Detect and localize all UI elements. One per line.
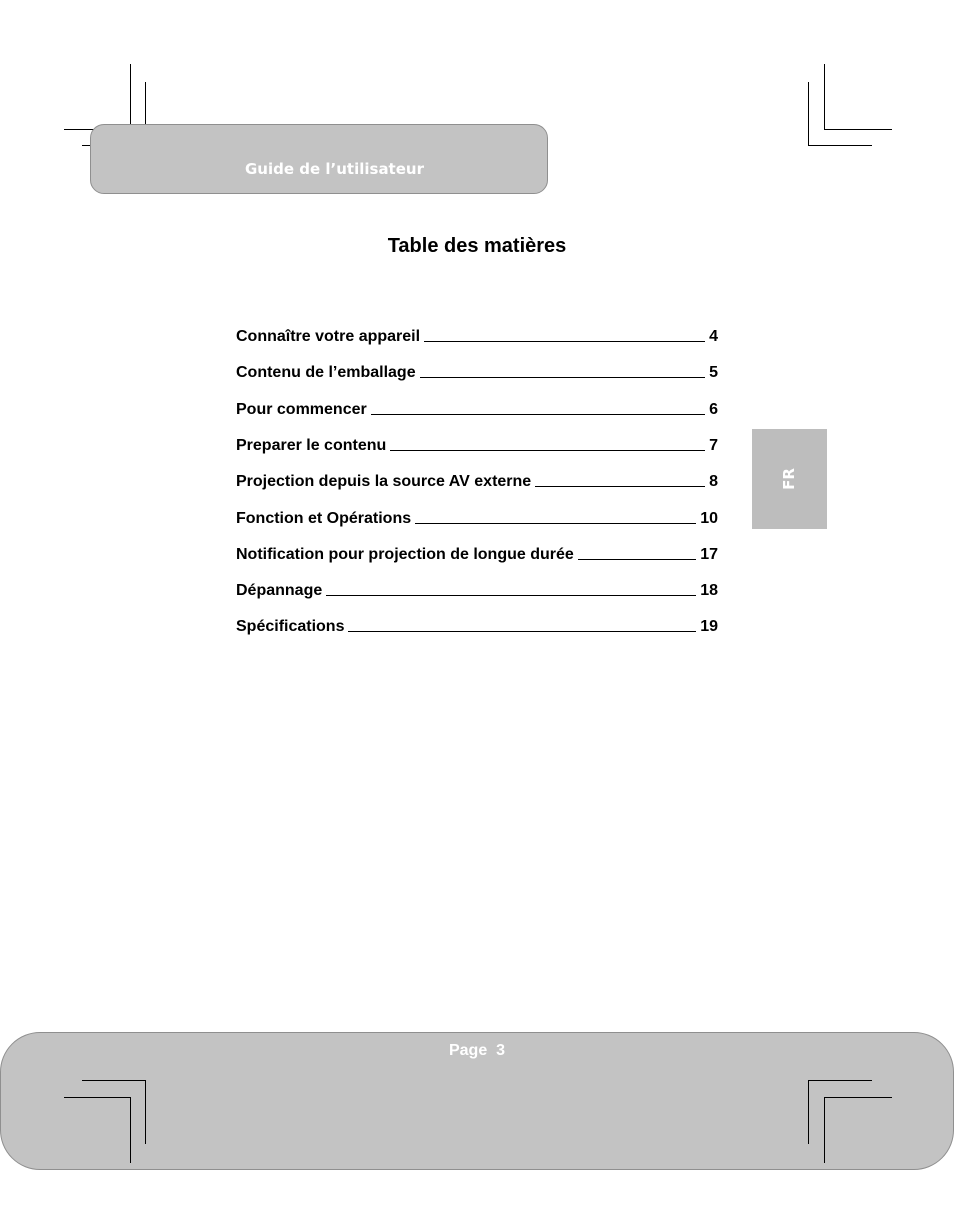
page-number: Page 3 <box>448 1042 506 1059</box>
toc-label: Fonction et Opérations <box>236 510 412 527</box>
language-tab <box>752 429 827 529</box>
toc-leader <box>390 450 705 451</box>
toc-leader <box>420 377 706 378</box>
toc-entry <box>236 395 718 419</box>
toc-label: Pour commencer <box>236 401 367 418</box>
toc-leader <box>578 559 696 560</box>
toc-entry <box>236 540 718 564</box>
toc-entry <box>236 431 718 455</box>
toc-label: Preparer le contenu <box>236 437 387 454</box>
crop-mark <box>824 1097 825 1163</box>
toc-entry <box>236 504 718 528</box>
crop-mark <box>824 129 892 130</box>
toc-leader <box>424 341 705 342</box>
toc-entry <box>236 358 718 382</box>
toc-page-number: 8 <box>709 473 718 490</box>
toc-page-number: 18 <box>700 582 718 599</box>
crop-mark <box>82 1080 146 1081</box>
crop-mark <box>808 82 809 146</box>
toc-page-number: 4 <box>709 328 718 345</box>
header-tab <box>90 124 548 194</box>
toc-label: Notification pour projection de longue durée <box>236 546 574 563</box>
language-label: FR <box>780 468 798 490</box>
crop-mark <box>808 1080 809 1144</box>
crop-mark <box>808 1080 872 1081</box>
toc-leader <box>326 595 696 596</box>
toc-page-number: 7 <box>709 437 718 454</box>
toc-entry <box>236 467 718 491</box>
toc-label: Spécifications <box>236 618 345 635</box>
crop-mark <box>130 1097 131 1163</box>
toc-label: Projection depuis la source AV externe <box>236 473 532 490</box>
toc-leader <box>348 631 696 632</box>
toc-page-number: 10 <box>700 510 718 527</box>
toc-page-number: 6 <box>709 401 718 418</box>
page-title: Table des matières <box>387 235 567 257</box>
toc-page-number: 19 <box>700 618 718 635</box>
toc-entry <box>236 612 718 636</box>
toc-label: Contenu de l’emballage <box>236 364 416 381</box>
crop-mark <box>145 1080 146 1144</box>
toc-leader <box>371 414 705 415</box>
crop-mark <box>824 64 825 130</box>
toc-page-number: 17 <box>700 546 718 563</box>
crop-mark <box>824 1097 892 1098</box>
toc-entry <box>236 576 718 600</box>
toc-label: Connaître votre appareil <box>236 328 421 345</box>
toc-entry <box>236 322 718 346</box>
toc-leader <box>535 486 705 487</box>
crop-mark <box>808 145 872 146</box>
toc-page-number: 5 <box>709 364 718 381</box>
header-title: Guide de l’utilisateur <box>245 160 424 178</box>
toc-leader <box>415 523 696 524</box>
crop-mark <box>130 64 131 130</box>
toc-label: Dépannage <box>236 582 323 599</box>
crop-mark <box>64 1097 131 1098</box>
